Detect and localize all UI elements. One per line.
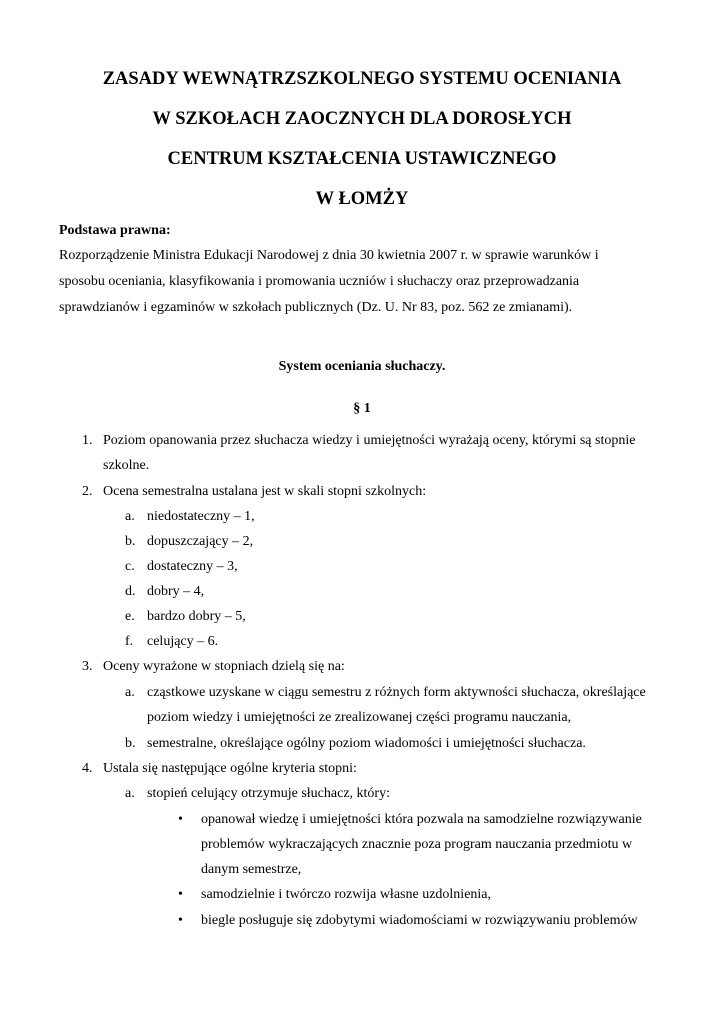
legal-basis-heading: Podstawa prawna: (59, 223, 171, 238)
legal-basis-line-2: sposobu oceniania, klasyfikowania i promowania uczniów i słuchaczy oraz przeprowadzania (59, 274, 580, 289)
item-2-sub-d-letter: d. (125, 584, 136, 599)
item-2-sub-c-text: dostateczny – 3, (147, 559, 238, 574)
item-2-sub-d-text: dobry – 4, (147, 584, 205, 599)
title-line-3: CENTRUM KSZTAŁCENIA USTAWICZNEGO (167, 149, 557, 169)
item-2-number: 2. (82, 484, 93, 499)
title-line-2: W SZKOŁACH ZAOCZNYCH DLA DOROSŁYCH (152, 109, 572, 129)
legal-basis-line-1: Rozporządzenie Ministra Edukacji Narodowej z dnia 30 kwietnia 2007 r. w sprawie warunków i (59, 248, 599, 263)
item-1-number: 1. (82, 433, 93, 448)
item-1-line-1: Poziom opanowania przez słuchacza wiedzy i umiejętności wyrażają oceny, którymi są stopnie (103, 433, 636, 448)
section-title: System oceniania słuchaczy. (278, 359, 446, 374)
bullet-1-line-3: danym semestrze, (201, 862, 302, 877)
item-4-number: 4. (82, 761, 93, 776)
item-3-sub-b-text: semestralne, określające ogólny poziom wiadomości i umiejętności słuchacza. (147, 736, 586, 751)
item-2-sub-b-text: dopuszczający – 2, (147, 534, 254, 549)
item-2-sub-a-text: niedostateczny – 1, (147, 509, 255, 524)
item-3-number: 3. (82, 659, 93, 674)
title-line-4: W ŁOMŻY (315, 189, 409, 209)
bullet-1-icon: • (178, 812, 183, 827)
bullet-3-icon: • (178, 913, 183, 928)
item-2-sub-f-letter: f. (125, 634, 134, 649)
bullet-1-line-2: problemów wykraczających znacznie poza program nauczania przedmiotu w (201, 837, 633, 852)
item-2-sub-b-letter: b. (125, 534, 136, 549)
item-2-sub-e-text: bardzo dobry – 5, (147, 609, 246, 624)
paragraph-mark: § 1 (353, 401, 371, 416)
bullet-2-icon: • (178, 887, 183, 902)
bullet-3-text: biegle posługuje się zdobytymi wiadomościami w rozwiązywaniu problemów (201, 913, 638, 928)
item-2-sub-a-letter: a. (125, 509, 135, 524)
item-2-sub-f-text: celujący – 6. (147, 634, 219, 649)
item-3-sub-a-line-1: cząstkowe uzyskane w ciągu semestru z różnych form aktywności słuchacza, określające (147, 685, 646, 700)
legal-basis-line-3: sprawdzianów i egzaminów w szkołach publicznych (Dz. U. Nr 83, poz. 562 ze zmianami). (59, 300, 573, 315)
title-line-1: ZASADY WEWNĄTRZSZKOLNEGO SYSTEMU OCENIANIA (102, 69, 622, 89)
item-3-text: Oceny wyrażone w stopniach dzielą się na: (103, 659, 345, 674)
bullet-2-text: samodzielnie i twórczo rozwija własne uzdolnienia, (201, 887, 492, 902)
item-3-sub-a-letter: a. (125, 685, 135, 700)
item-3-sub-a-line-2: poziom wiedzy i umiejętności ze zrealizowanej części programu nauczania, (147, 710, 572, 725)
item-4-sub-a-text: stopień celujący otrzymuje słuchacz, który: (147, 786, 390, 801)
item-2-sub-c-letter: c. (125, 559, 135, 574)
item-1-line-2: szkolne. (103, 458, 150, 473)
item-4-text: Ustala się następujące ogólne kryteria stopni: (103, 761, 357, 776)
item-4-sub-a-letter: a. (125, 786, 135, 801)
item-3-sub-b-letter: b. (125, 736, 136, 751)
item-2-sub-e-letter: e. (125, 609, 135, 624)
item-2-text: Ocena semestralna ustalana jest w skali stopni szkolnych: (103, 484, 427, 499)
bullet-1-line-1: opanował wiedzę i umiejętności która pozwala na samodzielne rozwiązywanie (201, 812, 642, 827)
